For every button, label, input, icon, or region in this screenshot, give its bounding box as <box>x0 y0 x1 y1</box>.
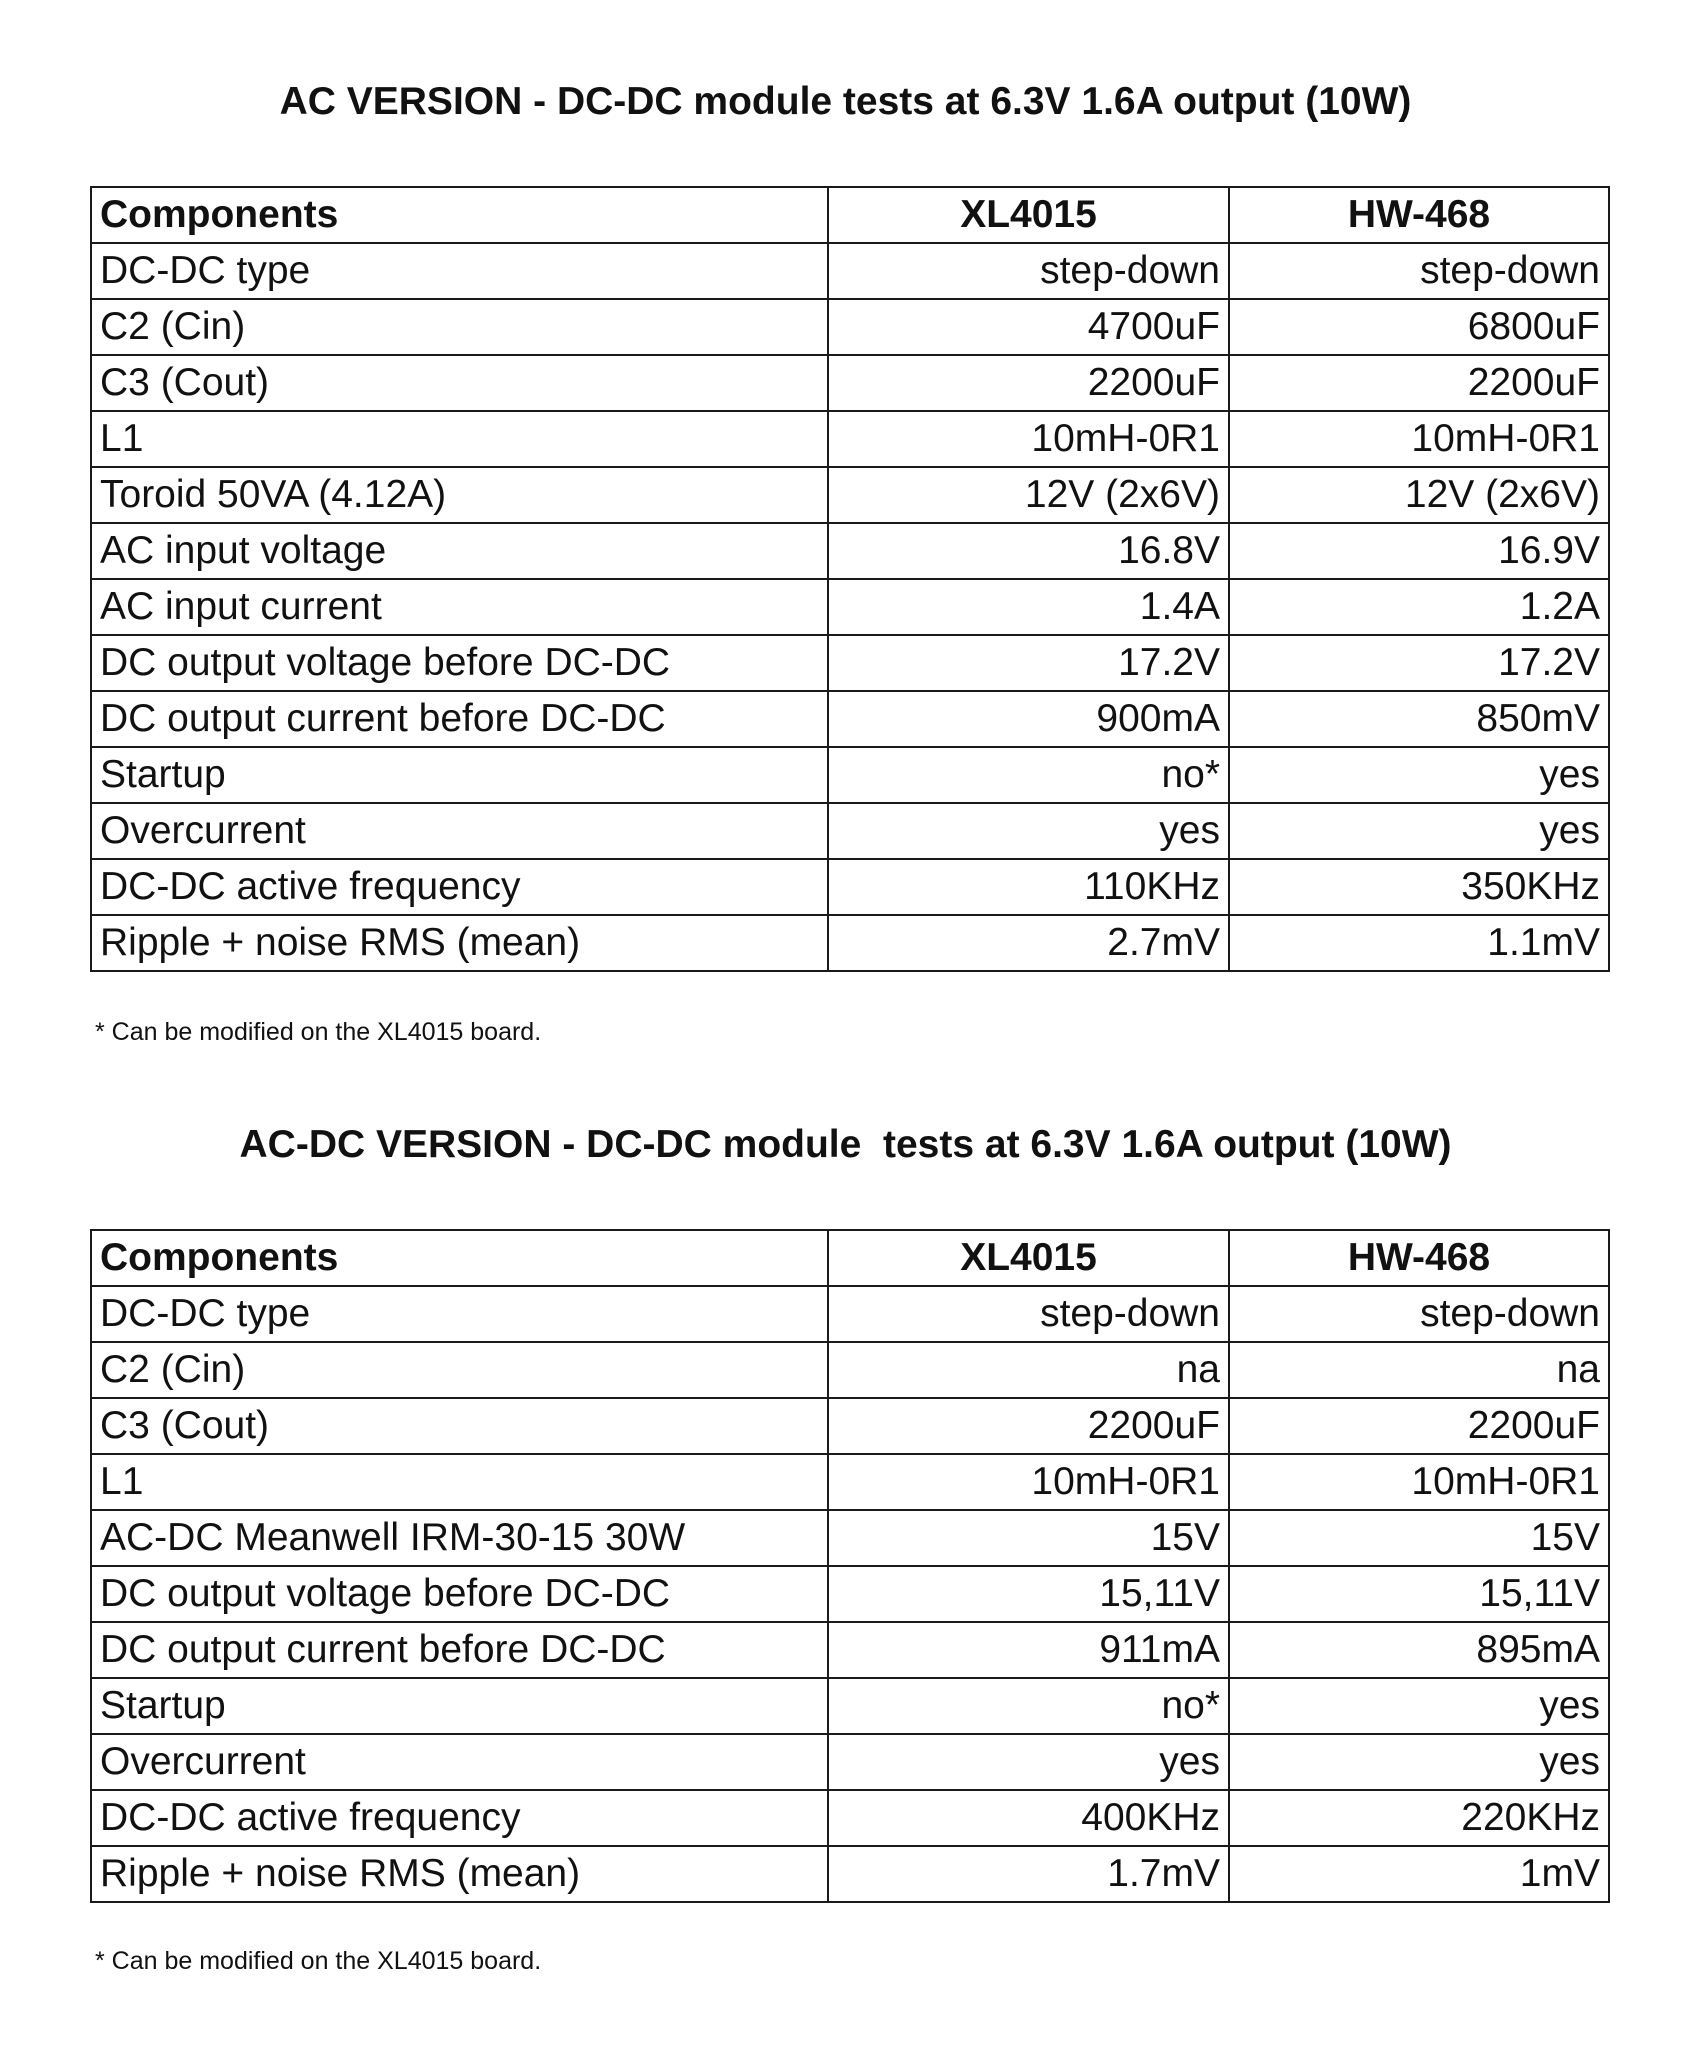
xl4015-value: 15V <box>828 1510 1229 1566</box>
hw468-value: 10mH-0R1 <box>1229 1454 1609 1510</box>
ac-dc-version-table <box>90 1229 1610 1903</box>
hw468-value: na <box>1229 1342 1609 1398</box>
table-row <box>91 859 1609 915</box>
table-row <box>91 1342 1609 1398</box>
ac-version-table <box>90 186 1610 972</box>
table-row <box>91 1510 1609 1566</box>
table-row <box>91 635 1609 691</box>
row-label: Startup <box>91 747 828 803</box>
xl4015-value: 4700uF <box>828 299 1229 355</box>
xl4015-value: no* <box>828 1678 1229 1734</box>
hw468-value: 10mH-0R1 <box>1229 411 1609 467</box>
table-row <box>91 747 1609 803</box>
row-label: DC-DC type <box>91 1286 828 1342</box>
ac-dc-version-footnote: * Can be modified on the XL4015 board. <box>95 1947 542 1975</box>
table-row <box>91 299 1609 355</box>
hw468-value: step-down <box>1229 243 1609 299</box>
xl4015-value: 1.4A <box>828 579 1229 635</box>
xl4015-value: no* <box>828 747 1229 803</box>
hw468-value: 850mV <box>1229 691 1609 747</box>
hw468-value: 2200uF <box>1229 1398 1609 1454</box>
xl4015-value: na <box>828 1342 1229 1398</box>
header-xl4015: XL4015 <box>828 1230 1229 1286</box>
row-label: L1 <box>91 411 828 467</box>
hw468-value: 350KHz <box>1229 859 1609 915</box>
table-row <box>91 1566 1609 1622</box>
xl4015-value: 15,11V <box>828 1566 1229 1622</box>
xl4015-value: 400KHz <box>828 1790 1229 1846</box>
xl4015-value: 110KHz <box>828 859 1229 915</box>
hw468-value: 1mV <box>1229 1846 1609 1902</box>
table-row <box>91 1678 1609 1734</box>
header-xl4015: XL4015 <box>828 187 1229 243</box>
hw468-value: 1.2A <box>1229 579 1609 635</box>
xl4015-value: 12V (2x6V) <box>828 467 1229 523</box>
hw468-value: 1.1mV <box>1229 915 1609 971</box>
row-label: DC-DC active frequency <box>91 859 828 915</box>
row-label: AC input voltage <box>91 523 828 579</box>
table-row <box>91 467 1609 523</box>
xl4015-value: 2200uF <box>828 1398 1229 1454</box>
table-row <box>91 1454 1609 1510</box>
xl4015-value: yes <box>828 803 1229 859</box>
xl4015-value: 2200uF <box>828 355 1229 411</box>
hw468-value: step-down <box>1229 1286 1609 1342</box>
table-row <box>91 243 1609 299</box>
row-label: C2 (Cin) <box>91 1342 828 1398</box>
hw468-value: 12V (2x6V) <box>1229 467 1609 523</box>
table-row <box>91 1734 1609 1790</box>
hw468-value: 895mA <box>1229 1622 1609 1678</box>
table-row <box>91 1286 1609 1342</box>
hw468-value: 15,11V <box>1229 1566 1609 1622</box>
hw468-value: 16.9V <box>1229 523 1609 579</box>
hw468-value: yes <box>1229 1734 1609 1790</box>
row-label: Toroid 50VA (4.12A) <box>91 467 828 523</box>
table-row <box>91 803 1609 859</box>
xl4015-value: step-down <box>828 1286 1229 1342</box>
table-row <box>91 691 1609 747</box>
hw468-value: 17.2V <box>1229 635 1609 691</box>
xl4015-value: 1.7mV <box>828 1846 1229 1902</box>
row-label: C3 (Cout) <box>91 355 828 411</box>
ac-version-footnote: * Can be modified on the XL4015 board. <box>95 1018 542 1046</box>
table-row <box>91 1790 1609 1846</box>
row-label: DC-DC type <box>91 243 828 299</box>
table-row <box>91 1846 1609 1902</box>
row-label: Startup <box>91 1678 828 1734</box>
hw468-value: 220KHz <box>1229 1790 1609 1846</box>
ac-version-title: AC VERSION - DC-DC module tests at 6.3V 1.6A output (10W) <box>279 80 1412 123</box>
hw468-value: 6800uF <box>1229 299 1609 355</box>
xl4015-value: yes <box>828 1734 1229 1790</box>
row-label: L1 <box>91 1454 828 1510</box>
row-label: DC output voltage before DC-DC <box>91 1566 828 1622</box>
hw468-value: yes <box>1229 803 1609 859</box>
table-row <box>91 1398 1609 1454</box>
hw468-value: yes <box>1229 1678 1609 1734</box>
table-row <box>91 523 1609 579</box>
table-row <box>91 579 1609 635</box>
hw468-value: yes <box>1229 747 1609 803</box>
row-label: Ripple + noise RMS (mean) <box>91 915 828 971</box>
table-row <box>91 411 1609 467</box>
xl4015-value: 17.2V <box>828 635 1229 691</box>
row-label: DC output current before DC-DC <box>91 691 828 747</box>
ac-dc-version-title: AC-DC VERSION - DC-DC module tests at 6.3V 1.6A output (10W) <box>239 1123 1452 1166</box>
xl4015-value: 10mH-0R1 <box>828 411 1229 467</box>
table-row <box>91 915 1609 971</box>
header-hw468: HW-468 <box>1229 187 1609 243</box>
hw468-value: 2200uF <box>1229 355 1609 411</box>
row-label: DC output current before DC-DC <box>91 1622 828 1678</box>
xl4015-value: 16.8V <box>828 523 1229 579</box>
header-components: Components <box>91 187 828 243</box>
row-label: C2 (Cin) <box>91 299 828 355</box>
xl4015-value: 2.7mV <box>828 915 1229 971</box>
header-components: Components <box>91 1230 828 1286</box>
hw468-value: 15V <box>1229 1510 1609 1566</box>
xl4015-value: 10mH-0R1 <box>828 1454 1229 1510</box>
table-row <box>91 355 1609 411</box>
row-label: DC-DC active frequency <box>91 1790 828 1846</box>
xl4015-value: 900mA <box>828 691 1229 747</box>
row-label: C3 (Cout) <box>91 1398 828 1454</box>
xl4015-value: step-down <box>828 243 1229 299</box>
row-label: Overcurrent <box>91 1734 828 1790</box>
header-hw468: HW-468 <box>1229 1230 1609 1286</box>
row-label: AC input current <box>91 579 828 635</box>
row-label: AC-DC Meanwell IRM-30-15 30W <box>91 1510 828 1566</box>
table-row <box>91 1622 1609 1678</box>
table-header-row <box>91 187 1609 243</box>
row-label: Ripple + noise RMS (mean) <box>91 1846 828 1902</box>
row-label: DC output voltage before DC-DC <box>91 635 828 691</box>
table-header-row <box>91 1230 1609 1286</box>
row-label: Overcurrent <box>91 803 828 859</box>
xl4015-value: 911mA <box>828 1622 1229 1678</box>
